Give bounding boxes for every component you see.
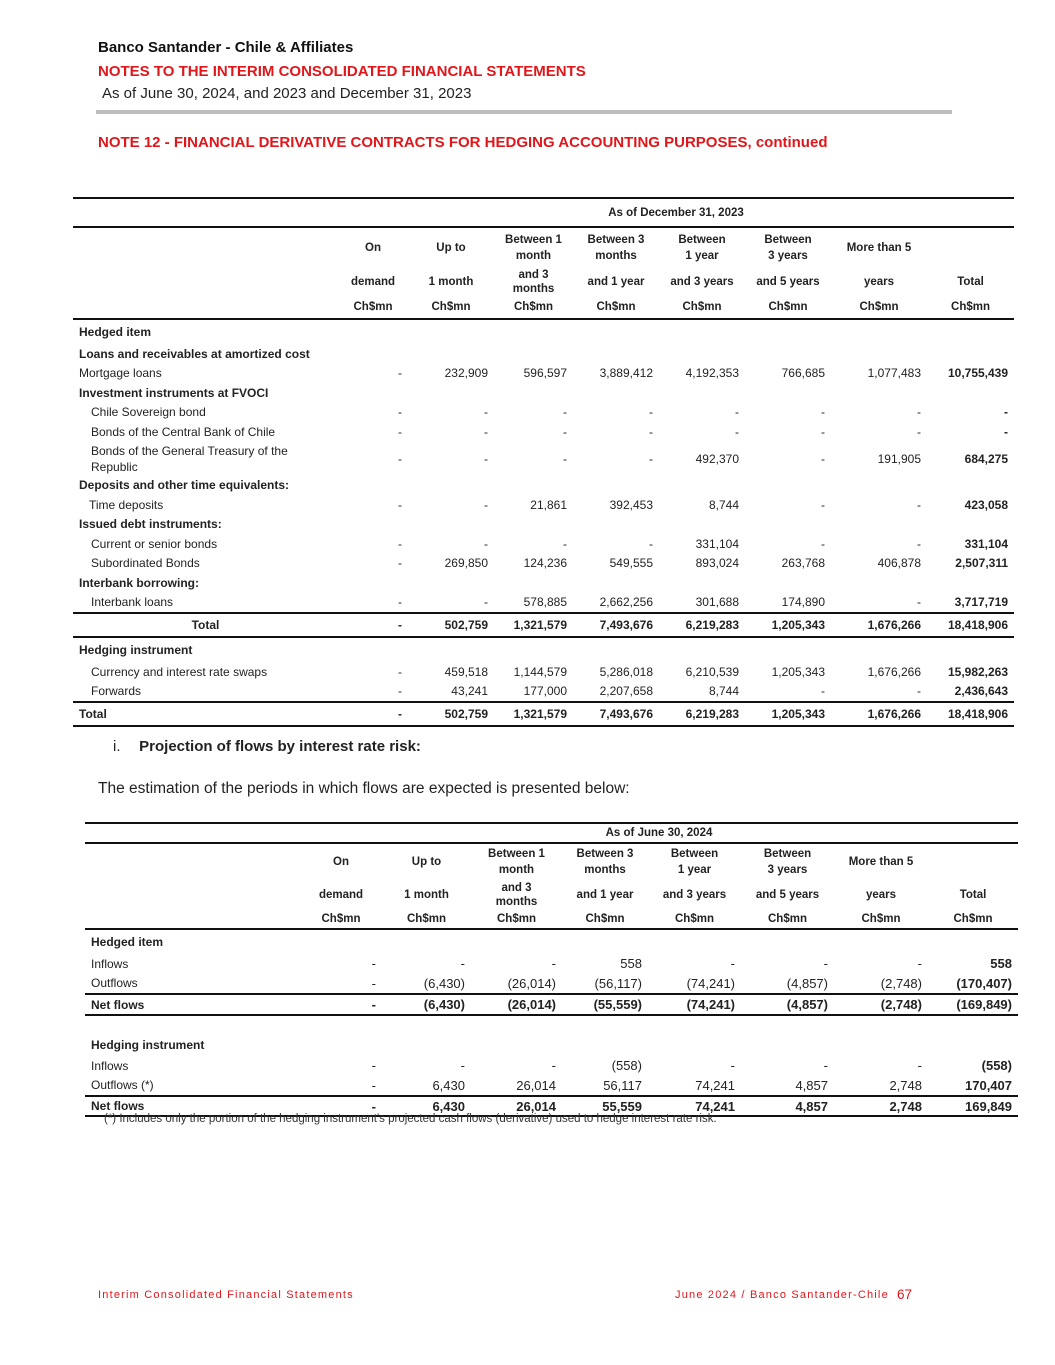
cell-value: - [649, 405, 653, 420]
row-label: Time deposits [89, 497, 164, 512]
document-header [98, 38, 586, 105]
section-label: Loans and receivables at amortized cost [79, 346, 310, 361]
cell-value: (26,014) [507, 975, 556, 991]
cell-value: - [563, 536, 567, 551]
cell-value: - [484, 497, 488, 512]
cell-value: 3,889,412 [599, 366, 653, 381]
col-unit: Ch$mn [338, 296, 408, 319]
row-total-value: 558 [990, 956, 1012, 972]
cell-value: 263,768 [781, 556, 825, 571]
cell-value: (6,430) [382, 994, 471, 1015]
cell-value: - [917, 405, 921, 420]
col-unit: Ch$mn [562, 910, 648, 929]
cell-value: - [551, 1058, 556, 1074]
cell-value: - [398, 684, 402, 699]
cell-value: (74,241) [648, 994, 741, 1015]
section-label: Hedging instrument [79, 643, 193, 657]
col-unit: Ch$mn [648, 910, 741, 929]
table-row [73, 403, 1014, 423]
col-header: Between 3 years [763, 848, 812, 876]
cell-value: 269,850 [444, 556, 488, 571]
table-row [73, 682, 1014, 703]
col-header: More than 5 [846, 242, 912, 254]
row-total-value: - [1004, 405, 1009, 420]
cell-value: - [821, 684, 825, 699]
unit-header-row [73, 296, 1014, 319]
col-header: and 1 year [576, 889, 634, 901]
cell-value: 1,321,579 [494, 702, 573, 726]
table-row [85, 954, 1018, 974]
col-header: Between 1 month [505, 234, 562, 262]
cell-value: - [917, 595, 921, 610]
row-total-value: 331,104 [964, 536, 1009, 551]
cell-value: 8,744 [708, 497, 739, 512]
col-header: Between 1 year [678, 234, 726, 262]
col-unit: Ch$mn [745, 296, 831, 319]
cell-value: - [649, 424, 653, 439]
cell-value: - [398, 536, 402, 551]
row-label: Current or senior bonds [91, 536, 218, 551]
cell-value: 2,207,658 [599, 684, 653, 699]
cell-value: (26,014) [471, 994, 562, 1015]
as-of-date: As of June 30, 2024, and 2023 and December 31, 2023 [102, 85, 472, 102]
cell-value: 558 [620, 956, 642, 972]
cell-value: - [484, 405, 488, 420]
cell-value: 124,236 [523, 556, 567, 571]
cell-value: - [821, 424, 825, 439]
cell-value: - [398, 664, 402, 679]
row-label: Subordinated Bonds [91, 556, 200, 571]
col-unit: Ch$mn [300, 910, 382, 929]
cell-value: - [371, 1077, 376, 1093]
row-label: Outflows [91, 976, 138, 991]
grand-total-row [73, 702, 1014, 726]
column-header-row-2 [85, 880, 1018, 910]
row-label: Mortgage loans [79, 366, 162, 381]
cell-value: 232,909 [444, 366, 488, 381]
table-row [85, 1076, 1018, 1097]
cell-value: 6,219,283 [659, 613, 745, 637]
table-footnote: (*) Includes only the portion of the hedging instrument's projected cash flows (derivative) used to hedge interest rate risk. [104, 1113, 717, 1125]
cell-value: 578,885 [523, 595, 567, 610]
flow-projection-table-june-2024 [85, 822, 1018, 1117]
section-numeral: i. [113, 738, 121, 755]
section-label: Issued debt instruments: [79, 517, 222, 532]
row-label: Net flows [85, 994, 300, 1015]
section-row [73, 476, 1014, 496]
col-unit: Ch$mn [741, 910, 834, 929]
col-header: On [365, 242, 381, 254]
cell-value: (55,559) [562, 994, 648, 1015]
cell-value: 406,878 [877, 556, 921, 571]
page-number: 67 [897, 1287, 913, 1302]
cell-value: 331,104 [695, 536, 739, 551]
cell-value: 4,857 [741, 1096, 834, 1116]
cell-value: - [823, 956, 828, 972]
row-label: Interbank loans [91, 595, 174, 610]
cell-value: 301,688 [695, 595, 739, 610]
footer-right: June 2024 / Banco Santander-Chile [675, 1289, 889, 1301]
col-header: Between 3 years [764, 234, 812, 262]
cell-value: 6,210,539 [685, 664, 739, 679]
section-row [85, 1034, 1018, 1056]
row-label: Total [73, 613, 338, 637]
cell-value: (6,430) [423, 975, 465, 991]
cell-value: 56,117 [603, 1077, 642, 1093]
col-header: On [333, 856, 349, 868]
col-unit: Ch$mn [573, 296, 659, 319]
row-label: Bonds of the Central Bank of Chile [91, 424, 276, 439]
table-row [85, 974, 1018, 995]
cell-value: 21,861 [530, 497, 567, 512]
col-header: Up to [411, 856, 442, 868]
section-label: Hedged item [91, 935, 164, 949]
company-name: Banco Santander - Chile & Affiliates [98, 39, 354, 56]
cell-value: 5,286,018 [599, 664, 653, 679]
section-title: Projection of flows by interest rate risk: [139, 738, 421, 755]
column-header-row-1 [73, 227, 1014, 268]
cell-value: (2,748) [880, 975, 922, 991]
cell-value: - [917, 536, 921, 551]
cell-value: 74,241 [648, 1096, 741, 1116]
cell-value: - [735, 405, 739, 420]
cell-value: - [484, 595, 488, 610]
col-unit: Ch$mn [382, 910, 471, 929]
col-header: and 3 years [670, 276, 734, 288]
cell-value: 766,685 [781, 366, 825, 381]
col-header: and 5 years [756, 276, 820, 288]
row-label: Outflows (*) [91, 1078, 154, 1093]
cell-value: (4,857) [741, 994, 834, 1015]
cell-value: - [821, 497, 825, 512]
section-heading [113, 738, 421, 755]
row-label: Chile Sovereign bond [91, 405, 206, 420]
cell-value: 7,493,676 [573, 702, 659, 726]
section-row [73, 383, 1014, 403]
table-row [85, 1056, 1018, 1076]
col-unit: Ch$mn [494, 296, 573, 319]
row-total-value: 2,507,311 [955, 556, 1009, 571]
cell-value: - [917, 497, 921, 512]
cell-value: - [917, 424, 921, 439]
cell-value: - [551, 956, 556, 972]
cell-value: - [398, 405, 402, 420]
table-row [73, 364, 1014, 384]
table-row [73, 554, 1014, 574]
cell-value: 549,555 [609, 556, 653, 571]
row-total-value: 15,982,263 [947, 664, 1009, 679]
cell-value: 4,192,353 [685, 366, 739, 381]
row-total-value: (169,849) [928, 994, 1018, 1015]
cell-value: - [398, 497, 402, 512]
col-unit: Ch$mn [928, 910, 1018, 929]
col-header: and 3 months [495, 882, 538, 908]
cell-value: 26,014 [471, 1096, 562, 1116]
row-total-value: 18,418,906 [927, 702, 1014, 726]
cell-value: - [821, 536, 825, 551]
cell-value: 502,759 [408, 702, 494, 726]
cell-value: - [917, 684, 921, 699]
row-total-value: (558) [981, 1058, 1012, 1074]
section-row [73, 515, 1014, 535]
cell-value: - [398, 424, 402, 439]
row-label: Total [73, 702, 338, 726]
col-header: and 3 months [512, 269, 555, 295]
table-caption: As of December 31, 2023 [338, 198, 1014, 227]
net-flows-row [85, 994, 1018, 1015]
col-header: and 1 year [587, 276, 645, 288]
col-unit: Ch$mn [831, 296, 927, 319]
cell-value: 893,024 [695, 556, 739, 571]
row-total-value: 18,418,906 [927, 613, 1014, 637]
section-row [73, 637, 1014, 662]
col-header: Between 1 month [488, 848, 545, 876]
column-header-row-1 [85, 843, 1018, 880]
cell-value: - [649, 536, 653, 551]
cell-value: - [484, 536, 488, 551]
cell-value: - [649, 451, 653, 466]
cell-value: 43,241 [451, 684, 488, 699]
cell-value: 6,430 [432, 1077, 465, 1093]
col-header: 1 month [404, 889, 449, 901]
cell-value: 1,205,343 [745, 702, 831, 726]
row-label: Inflows [91, 1058, 129, 1073]
col-header [927, 227, 1014, 268]
row-total-value: 10,755,439 [947, 366, 1009, 381]
cell-value: 174,890 [781, 595, 825, 610]
cell-value: 502,759 [408, 613, 494, 637]
cell-value: 8,744 [708, 684, 739, 699]
cell-value: 596,597 [523, 366, 567, 381]
cell-value: - [398, 451, 402, 466]
row-total-value: (170,407) [956, 975, 1012, 991]
section-row [73, 573, 1014, 593]
cell-value: 55,559 [562, 1096, 648, 1116]
cell-value: - [371, 956, 376, 972]
table-row [73, 442, 1014, 476]
cell-value: 26,014 [516, 1077, 556, 1093]
col-header: Between 3 months [587, 234, 645, 262]
cell-value: - [821, 451, 825, 466]
section-label: Investment instruments at FVOCI [79, 385, 269, 400]
section-row [73, 344, 1014, 364]
table-row [73, 422, 1014, 442]
section-label: Hedged item [79, 325, 152, 339]
unit-header-row [85, 910, 1018, 929]
cell-value: - [730, 1058, 735, 1074]
cell-value: 6,219,283 [659, 702, 745, 726]
cell-value: - [371, 1058, 376, 1074]
cell-value: 492,370 [695, 451, 739, 466]
cell-value: 2,748 [834, 1096, 928, 1116]
cell-value: 7,493,676 [573, 613, 659, 637]
cell-value: - [484, 424, 488, 439]
cell-value: 459,518 [444, 664, 488, 679]
cell-value: - [730, 956, 735, 972]
row-total-value: 169,849 [928, 1096, 1018, 1116]
col-header: and 5 years [755, 889, 820, 901]
cell-value: 392,453 [609, 497, 653, 512]
cell-value: - [563, 451, 567, 466]
col-header: demand [318, 889, 364, 901]
col-header: years [863, 276, 895, 288]
cell-value: - [398, 366, 402, 381]
col-header: Between 1 year [670, 848, 719, 876]
section-label: Deposits and other time equivalents: [79, 478, 290, 493]
col-unit: Ch$mn [927, 296, 1014, 319]
col-header: Up to [436, 242, 466, 254]
cell-value: 4,857 [795, 1077, 828, 1093]
row-total-value: 423,058 [964, 497, 1009, 512]
cell-value: - [821, 405, 825, 420]
cell-value: - [398, 556, 402, 571]
table-caption: As of June 30, 2024 [300, 823, 1018, 843]
table-row [73, 662, 1014, 682]
row-label: Currency and interest rate swaps [91, 664, 268, 679]
cell-value: 2,662,256 [599, 595, 653, 610]
row-label: Net flows [85, 1096, 300, 1116]
section-intro-text: The estimation of the periods in which flows are expected is presented below: [98, 780, 630, 797]
cell-value: 1,077,483 [867, 366, 921, 381]
cell-value: 2,748 [889, 1077, 922, 1093]
cell-value: - [917, 956, 922, 972]
section-row [85, 929, 1018, 954]
cell-value: 1,676,266 [831, 613, 927, 637]
table-row [73, 495, 1014, 515]
cell-value: - [823, 1058, 828, 1074]
cell-value: 74,241 [695, 1077, 735, 1093]
footer-left: Interim Consolidated Financial Statements [98, 1289, 354, 1301]
cell-value: - [371, 975, 376, 991]
col-unit: Ch$mn [834, 910, 928, 929]
row-total-value: 170,407 [965, 1077, 1012, 1093]
section-label: Interbank borrowing: [79, 575, 199, 590]
col-header: More than 5 [848, 856, 914, 868]
total-row [73, 613, 1014, 637]
col-header [928, 843, 1018, 880]
cell-value: 1,205,343 [771, 664, 825, 679]
cell-value: 1,321,579 [494, 613, 573, 637]
section-row [73, 319, 1014, 344]
cell-value: (4,857) [786, 975, 828, 991]
cell-value: - [338, 702, 408, 726]
col-unit: Ch$mn [471, 910, 562, 929]
col-unit: Ch$mn [408, 296, 494, 319]
note-title: NOTE 12 - FINANCIAL DERIVATIVE CONTRACTS FOR HEDGING ACCOUNTING PURPOSES, continued [98, 134, 828, 151]
cell-value: - [563, 405, 567, 420]
notes-title: NOTES TO THE INTERIM CONSOLIDATED FINANCIAL STATEMENTS [98, 63, 586, 80]
cell-value: (558) [611, 1058, 642, 1074]
cell-value: - [300, 994, 382, 1015]
col-header: Between 3 months [576, 848, 634, 876]
col-header: Total [959, 889, 987, 901]
cell-value: 1,676,266 [831, 702, 927, 726]
table-caption-row [85, 823, 1018, 843]
column-header-row-2 [73, 268, 1014, 296]
row-total-value: 3,717,719 [954, 595, 1009, 610]
col-header: demand [350, 276, 396, 288]
row-total-value: 684,275 [964, 451, 1009, 466]
cell-value: (2,748) [834, 994, 928, 1015]
header-divider [96, 110, 952, 114]
cell-value: (56,117) [594, 975, 642, 991]
table-row [73, 593, 1014, 614]
cell-value: (74,241) [686, 975, 735, 991]
maturity-table-december-2023 [73, 197, 1014, 727]
cell-value: - [398, 595, 402, 610]
row-label: Forwards [91, 684, 142, 699]
col-header: Total [957, 276, 984, 288]
table-row [73, 534, 1014, 554]
cell-value: - [338, 613, 408, 637]
cell-value: 177,000 [523, 684, 567, 699]
cell-value: 1,205,343 [745, 613, 831, 637]
cell-value: - [460, 1058, 465, 1074]
row-total-value: - [1004, 424, 1009, 439]
cell-value: - [917, 1058, 922, 1074]
row-total-value: 2,436,643 [954, 684, 1009, 699]
cell-value: - [484, 451, 488, 466]
col-header: and 3 years [662, 889, 727, 901]
col-unit: Ch$mn [659, 296, 745, 319]
section-label: Hedging instrument [91, 1038, 205, 1052]
cell-value: - [735, 424, 739, 439]
cell-value: 1,676,266 [867, 664, 921, 679]
cell-value: 191,905 [877, 451, 921, 466]
col-header: years [865, 889, 897, 901]
table-caption-row [73, 198, 1014, 227]
cell-value: 6,430 [382, 1096, 471, 1116]
cell-value: - [563, 424, 567, 439]
cell-value: - [300, 1096, 382, 1116]
cell-value: 1,144,579 [513, 664, 567, 679]
cell-value: - [460, 956, 465, 972]
col-header: 1 month [428, 276, 474, 288]
row-label: Bonds of the General Treasury of the Republic [91, 443, 288, 474]
row-label: Inflows [91, 956, 129, 971]
